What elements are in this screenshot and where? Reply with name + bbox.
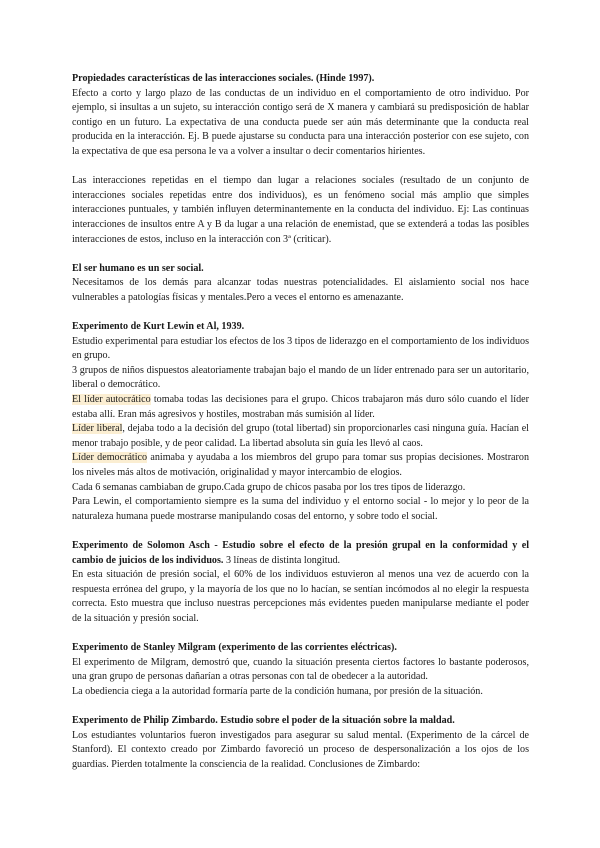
paragraph: Los estudiantes voluntarios fueron investigados para asegurar su salud mental. (Experimento de la cárcel de Stanford). El contexto creado por Zimbardo favoreció un proceso de despersonalización a los ojos de los guardias. Pierden totalmente la consciencia de la realidad. Conclusiones de Zimbardo:	[72, 729, 529, 770]
paragraph: En esta situación de presión social, el 60% de los individuos estuvieron al menos una vez de acuerdo con la respuesta errónea del grupo, y la mayoría de los que no lo hacían, se sentían incómodos al no elegir la respuesta correcta. Esto muestra que incluso nuestras percepciones más evidentes pueden manipularse mediante el poder de la situación y presión social.	[72, 569, 529, 624]
section-title-asch: Experimento de Solomon Asch - Estudio sobre el efecto de la presión grupal en la conformidad y el cambio de juicios de los individuos.	[72, 540, 529, 566]
paragraph: Estudio experimental para estudiar los efectos de los 3 tipos de liderazgo en el comportamiento de los individuos en grupo.	[72, 335, 529, 362]
paragraph-liberal: Líder liberal, dejaba todo a la decisión del grupo (total libertad) sin proporcionarles casi ninguna guía. Hacían el menor trabajo posible, y de peor calidad. La libertad absoluta sin guía les llevó al caos.	[72, 423, 529, 449]
paragraph-democratic: Líder democrático animaba y ayudaba a los miembros del grupo para tomar sus propias decisiones. Mostraron los niveles más altos de motivación, originalidad y mayor intercambio de elogios.	[72, 452, 529, 479]
paragraph: La obediencia ciega a la autoridad formaría parte de la condición humana, por presión de la situación.	[72, 685, 483, 697]
section-title-asch-paragraph: Experimento de Solomon Asch - Estudio sobre el efecto de la presión grupal en la conformidad y el cambio de juicios de los individuos. 3 líneas de distinta longitud.	[72, 540, 529, 566]
paragraph-autocratic: El líder autocrático tomaba todas las decisiones para el grupo. Chicos trabajaron más duro sólo cuando el líder estaba allí. Eran más agresivos y hostiles, mostraban más sumisión al líder.	[72, 394, 529, 420]
section-title-ser-social: El ser humano es un ser social.	[72, 262, 204, 274]
paragraph: Necesitamos de los demás para alcanzar todas nuestras potencialidades. El aislamiento social nos hace vulnerables a patologías físicas y mentales.Pero a veces el entorno es amenazante.	[72, 277, 529, 303]
highlight-autocratic: El líder autocrático	[72, 394, 151, 406]
document-body	[72, 72, 529, 773]
section-title-hinde: Propiedades características de las interacciones sociales. (Hinde 1997).	[72, 73, 375, 84]
paragraph: Las interacciones repetidas en el tiempo dan lugar a relaciones sociales (resultado de un conjunto de interacciones sociales repetidas entre dos individuos), es un fenómeno social más amplio que simples interacciones puntuales, y también influyen determinantemente en la conducta del individuo. Ej: Las continuas interacciones de insultos entre A y B da lugar a una relación de enemistad, que se extenderá a todas las posibles interacciones de estos, incluso en la interacción con 3ª (criticar).	[72, 175, 529, 245]
section-title-lewin: Experimento de Kurt Lewin et Al, 1939.	[72, 321, 245, 333]
section-title-zimbardo: Experimento de Philip Zimbardo. Estudio sobre el poder de la situación sobre la maldad.	[72, 715, 455, 727]
paragraph: El experimento de Milgram, demostró que, cuando la situación presenta ciertos factores lo bastante poderosos, una gran grupo de personas dañarían a otras personas con tal de obedecer a la autoridad.	[72, 656, 529, 683]
paragraph: Cada 6 semanas cambiaban de grupo.Cada grupo de chicos pasaba por los tres tipos de liderazgo.	[72, 481, 466, 493]
paragraph: Efecto a corto y largo plazo de las conductas de un individuo en el comportamiento de otro individuo. Por ejemplo, si insultas a un sujeto, su interacción contigo será de X manera y cambiará su predisposición de hablar contigo en un futuro. La expectativa de una conducta puede ser aún más determinante que la conducta real producida en la interacción. Ej. B puede ajustarse su conducta para una interacción posterior con ese sujeto, con la expectativa de que esa persona le va a volver a insultar o decir comentarios hirientes.	[72, 87, 529, 157]
highlight-liberal: Líder liberal	[72, 423, 123, 435]
section-title-milgram: Experimento de Stanley Milgram (experimento de las corrientes eléctricas).	[72, 642, 397, 654]
paragraph: 3 grupos de niños dispuestos aleatoriamente trabajan bajo el mando de un líder entrenado para ser un autoritario, liberal o democrático.	[72, 364, 529, 391]
highlight-democratic: Líder democrático	[72, 452, 148, 464]
paragraph: Para Lewin, el comportamiento siempre es la suma del individuo y el entorno social - lo mejor y lo peor de la naturaleza humana puede mostrarse manipulando cosas del entorno, y sobre todo el social.	[72, 496, 529, 522]
